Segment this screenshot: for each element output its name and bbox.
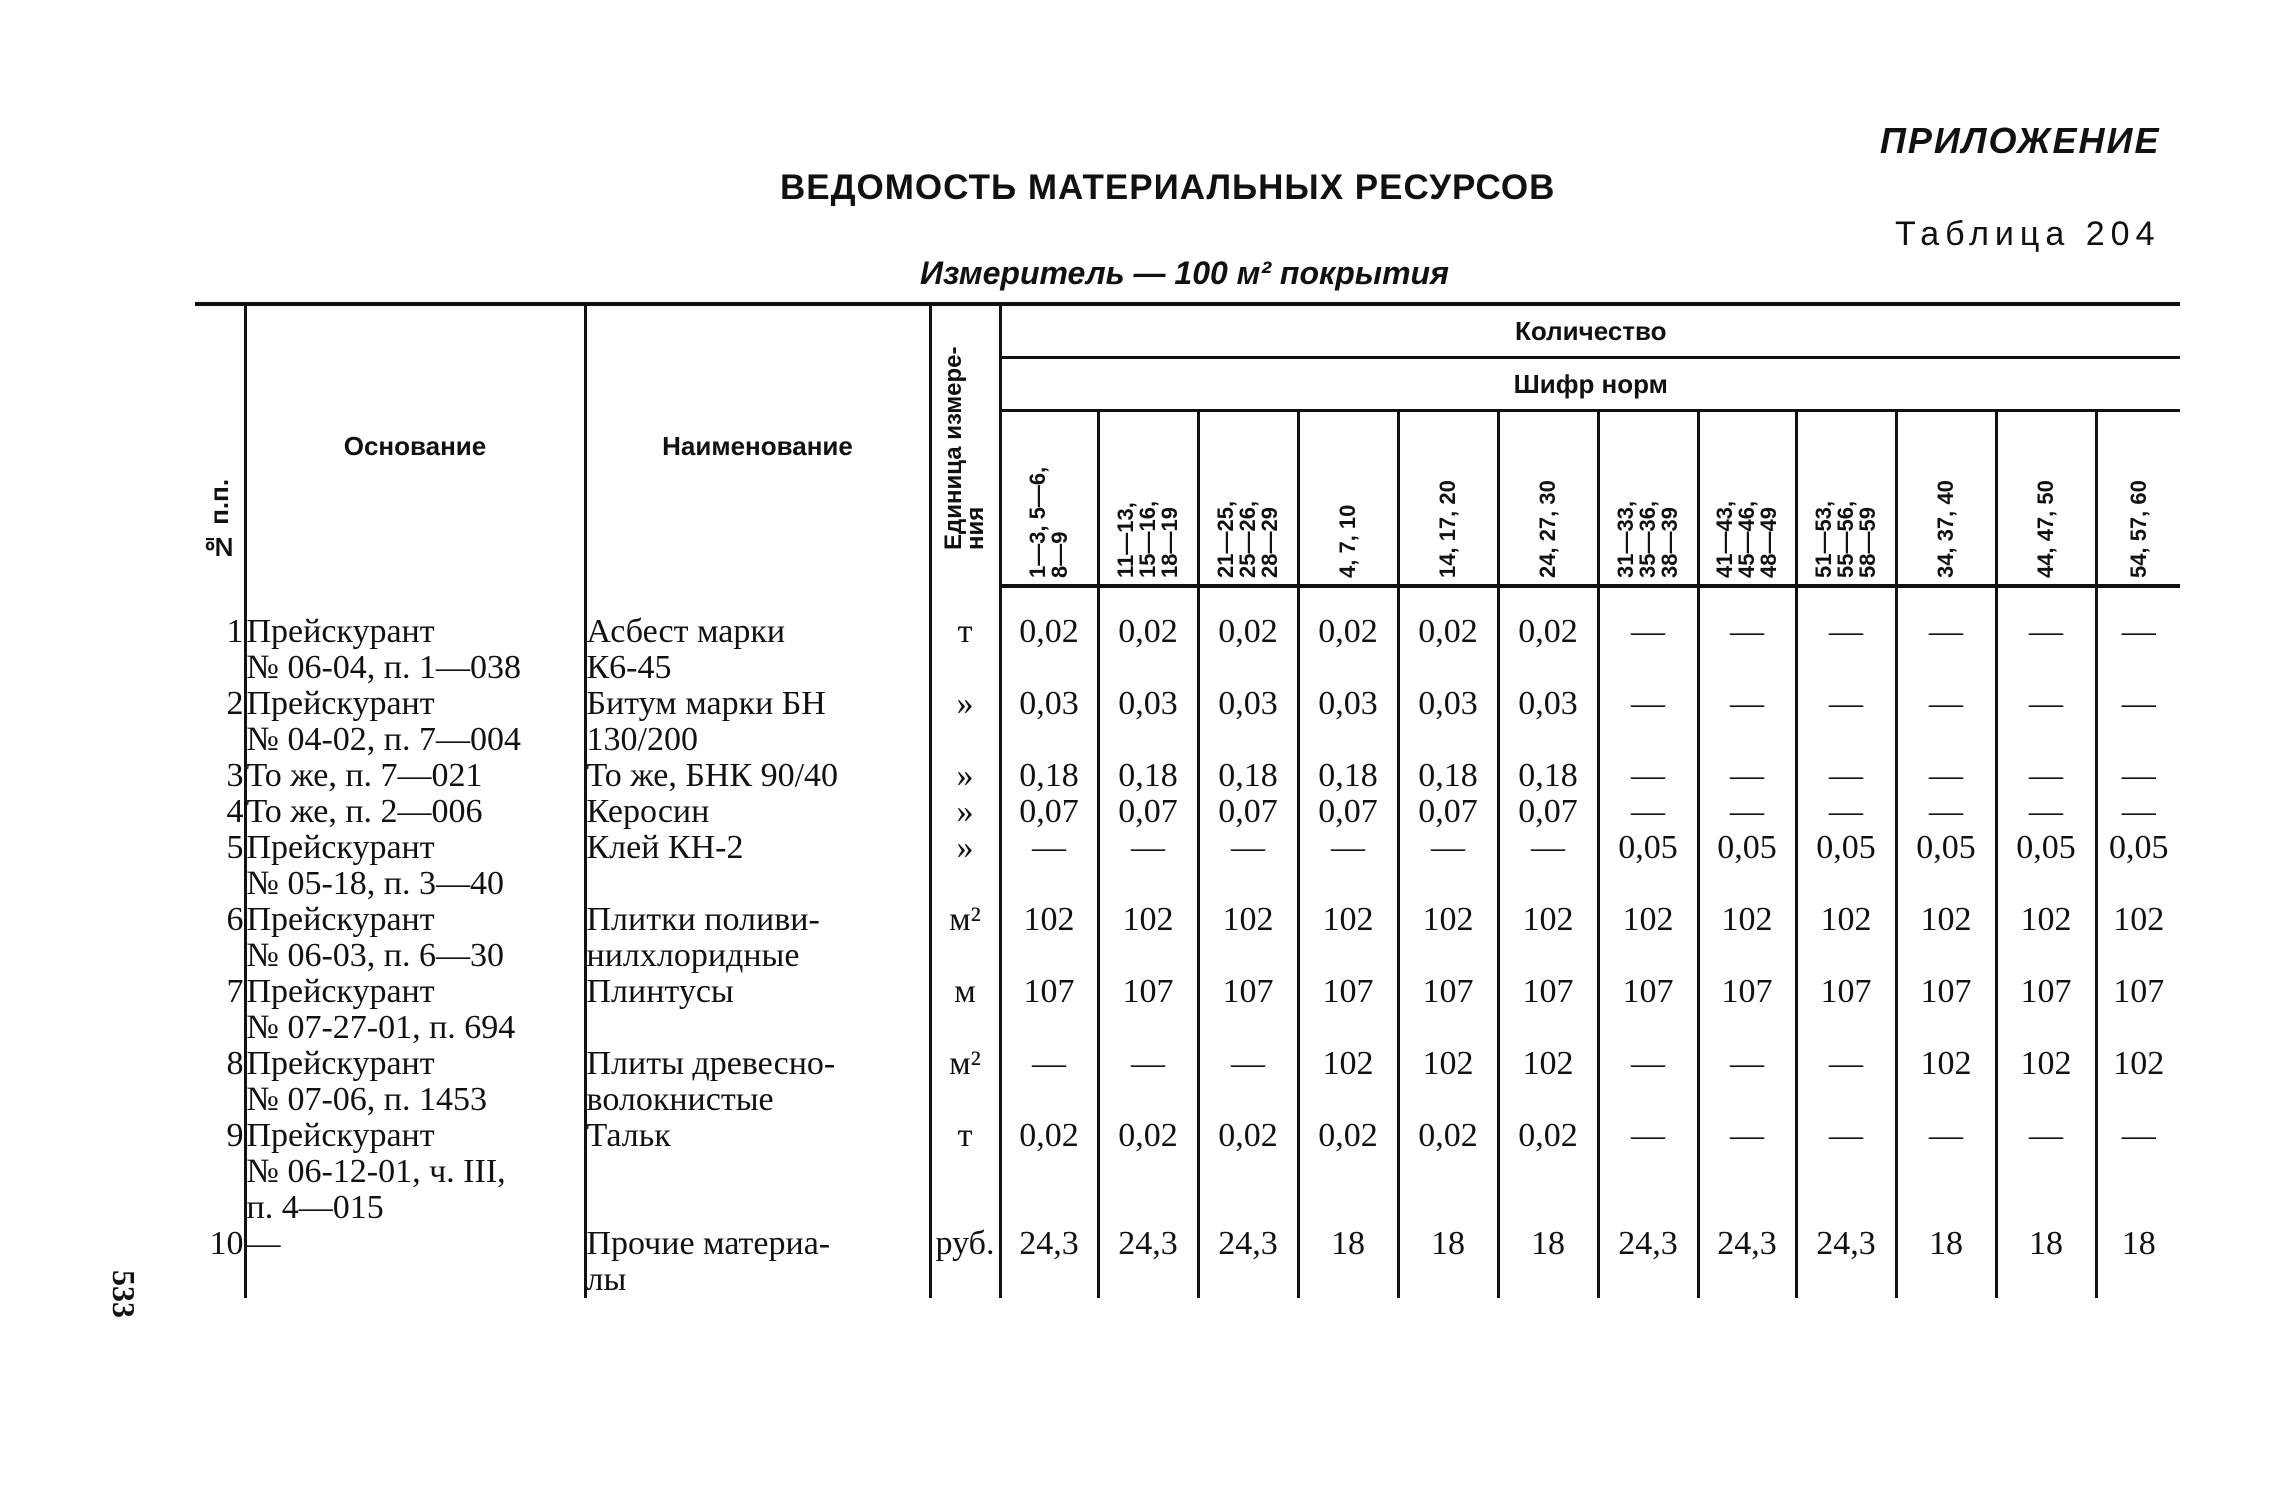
row-value: 102 <box>1498 902 1598 974</box>
row-name: Клей КН-2 <box>585 830 930 902</box>
row-value: — <box>1996 1118 2096 1226</box>
row-value: 0,03 <box>1398 686 1498 758</box>
row-value: 0,18 <box>1298 758 1398 794</box>
document-title: ВЕДОМОСТЬ МАТЕРИАЛЬНЫХ РЕСУРСОВ <box>780 168 1556 207</box>
row-value: — <box>1896 1118 1996 1226</box>
header-quantity: Количество <box>1000 304 2180 358</box>
row-name: Битум марки БН 130/200 <box>585 686 930 758</box>
row-value: 107 <box>1098 974 1198 1046</box>
row-number: 1 <box>226 613 244 650</box>
row-basis: Прейскурант № 06-03, п. 6—30 <box>245 902 585 974</box>
row-value: — <box>1698 758 1796 794</box>
row-value: — <box>1796 686 1896 758</box>
row-value: 0,02 <box>1398 1118 1498 1226</box>
row-value: 0,18 <box>1398 758 1498 794</box>
row-value: 102 <box>1996 1046 2096 1118</box>
row-value: 0,02 <box>1000 614 1098 686</box>
row-value: 0,07 <box>1198 794 1298 830</box>
row-unit: » <box>930 794 1000 830</box>
row-basis: Прейскурант № 05-18, п. 3—40 <box>245 830 585 902</box>
row-value: 0,02 <box>1000 1118 1098 1226</box>
row-value: — <box>1796 614 1896 686</box>
row-value: — <box>1698 1046 1796 1118</box>
row-value: 18 <box>1398 1226 1498 1298</box>
row-value: 0,02 <box>1098 614 1198 686</box>
row-value: — <box>1000 830 1098 902</box>
measure-unit: Измеритель — 100 м² покрытия <box>920 255 1449 291</box>
row-value: — <box>1996 686 2096 758</box>
row-unit: м² <box>930 902 1000 974</box>
row-value: 0,02 <box>1098 1118 1198 1226</box>
row-value: 18 <box>1298 1226 1398 1298</box>
row-value: 18 <box>1896 1226 1996 1298</box>
row-value: — <box>1796 1046 1896 1118</box>
header-code-7: 31—33, 35—36, 38—39 <box>1598 411 1698 587</box>
row-value: — <box>2096 758 2180 794</box>
row-name: Плиты древесно- волокнистые <box>585 1046 930 1118</box>
table-row <box>195 1226 2180 1298</box>
row-value: — <box>1000 1046 1098 1118</box>
row-value: — <box>1896 614 1996 686</box>
row-value: 0,03 <box>1198 686 1298 758</box>
row-unit: » <box>930 830 1000 902</box>
row-value: 102 <box>1298 902 1398 974</box>
row-value: 0,07 <box>1298 794 1398 830</box>
row-value: 24,3 <box>1598 1226 1698 1298</box>
row-value: 102 <box>1598 902 1698 974</box>
row-basis: То же, п. 7—021 <box>245 758 585 794</box>
row-value: 24,3 <box>1198 1226 1298 1298</box>
row-value: 0,07 <box>1398 794 1498 830</box>
row-value: 0,03 <box>1000 686 1098 758</box>
row-value: 107 <box>1996 974 2096 1046</box>
row-value: — <box>1796 758 1896 794</box>
row-value: 102 <box>1498 1046 1598 1118</box>
row-value: — <box>2096 686 2180 758</box>
row-value: 0,03 <box>1098 686 1198 758</box>
header-code-2: 11—13, 15—16, 18—19 <box>1098 411 1198 587</box>
row-value: 0,02 <box>1298 614 1398 686</box>
row-value: 107 <box>1598 974 1698 1046</box>
row-name: Прочие материа- лы <box>585 1226 930 1298</box>
row-value: 24,3 <box>1796 1226 1896 1298</box>
row-value: 107 <box>2096 974 2180 1046</box>
row-basis: Прейскурант № 06-04, п. 1—038 <box>245 614 585 686</box>
row-value: 102 <box>2096 902 2180 974</box>
row-value: 102 <box>1000 902 1098 974</box>
row-value: — <box>1698 1118 1796 1226</box>
header-name: Наименование <box>585 304 930 586</box>
row-name: То же, БНК 90/40 <box>585 758 930 794</box>
table-row <box>195 1118 2180 1226</box>
row-value: — <box>1698 686 1796 758</box>
table-row <box>195 974 2180 1046</box>
row-number: 10 <box>209 1225 244 1262</box>
row-value: — <box>2096 794 2180 830</box>
header-code-12: 54, 57, 60 <box>2096 411 2180 587</box>
row-value: — <box>1198 1046 1298 1118</box>
row-value: 24,3 <box>1098 1226 1198 1298</box>
row-unit: » <box>930 758 1000 794</box>
row-value: 0,07 <box>1498 794 1598 830</box>
row-value: — <box>2096 614 2180 686</box>
row-value: — <box>1896 686 1996 758</box>
row-basis: Прейскурант № 06-12-01, ч. III, п. 4—015 <box>245 1118 585 1226</box>
row-value: 102 <box>1098 902 1198 974</box>
header-no: № п.п. <box>195 304 245 586</box>
row-number: 5 <box>226 829 244 866</box>
row-value: 0,05 <box>1996 830 2096 902</box>
header-code-1: 1—3, 5—6, 8—9 <box>1000 411 1098 587</box>
row-name: Плинтусы <box>585 974 930 1046</box>
row-value: — <box>1398 830 1498 902</box>
header-code-3: 21—25, 25—26, 28—29 <box>1198 411 1298 587</box>
row-number: 6 <box>226 901 244 938</box>
row-value: 0,05 <box>1796 830 1896 902</box>
table-row <box>195 830 2180 902</box>
row-value: — <box>1796 1118 1896 1226</box>
row-value: 107 <box>1298 974 1398 1046</box>
row-value: 0,02 <box>1198 614 1298 686</box>
row-value: 24,3 <box>1000 1226 1098 1298</box>
row-value: 18 <box>1996 1226 2096 1298</box>
row-value: — <box>1796 794 1896 830</box>
row-value: 102 <box>1698 902 1796 974</box>
row-value: 102 <box>2096 1046 2180 1118</box>
row-number: 7 <box>226 973 244 1010</box>
table-row <box>195 686 2180 758</box>
header-cipher: Шифр норм <box>1000 358 2180 411</box>
row-value: 0,05 <box>1598 830 1698 902</box>
row-value: — <box>2096 1118 2180 1226</box>
appendix-label: ПРИЛОЖЕНИЕ <box>1880 120 2161 161</box>
row-value: 0,03 <box>1298 686 1398 758</box>
row-value: 0,02 <box>1498 614 1598 686</box>
row-value: 0,02 <box>1298 1118 1398 1226</box>
row-value: 107 <box>1398 974 1498 1046</box>
row-value: — <box>1996 758 2096 794</box>
row-value: — <box>1098 830 1198 902</box>
row-value: 0,05 <box>1698 830 1796 902</box>
row-value: 0,18 <box>1498 758 1598 794</box>
row-unit: т <box>930 1118 1000 1226</box>
row-value: 0,02 <box>1198 1118 1298 1226</box>
row-value: — <box>1896 758 1996 794</box>
row-name: Керосин <box>585 794 930 830</box>
row-basis: То же, п. 2—006 <box>245 794 585 830</box>
resource-table <box>195 302 2180 1298</box>
row-value: 107 <box>1698 974 1796 1046</box>
table-row <box>195 1046 2180 1118</box>
table-row <box>195 902 2180 974</box>
row-number: 8 <box>226 1045 244 1082</box>
row-unit: т <box>930 614 1000 686</box>
row-basis: Прейскурант № 07-06, п. 1453 <box>245 1046 585 1118</box>
row-number: 9 <box>226 1117 244 1154</box>
table-number: Таблица 204 <box>1895 215 2161 253</box>
row-value: — <box>1598 758 1698 794</box>
row-value: — <box>1996 614 2096 686</box>
row-value: 0,02 <box>1498 1118 1598 1226</box>
row-value: 0,18 <box>1198 758 1298 794</box>
table-row <box>195 758 2180 794</box>
row-value: 0,07 <box>1000 794 1098 830</box>
row-value: 0,18 <box>1000 758 1098 794</box>
row-value: 0,18 <box>1098 758 1198 794</box>
page-number: 533 <box>106 1270 142 1318</box>
row-number: 3 <box>226 757 244 794</box>
row-unit: » <box>930 686 1000 758</box>
row-value: 107 <box>1198 974 1298 1046</box>
row-value: — <box>1598 614 1698 686</box>
row-basis: Прейскурант № 04-02, п. 7—004 <box>245 686 585 758</box>
row-unit: руб. <box>930 1226 1000 1298</box>
header-code-8: 41—43, 45—46, 48—49 <box>1698 411 1796 587</box>
row-value: — <box>1198 830 1298 902</box>
row-unit: м <box>930 974 1000 1046</box>
header-unit: Единица измере- ния <box>930 304 1000 586</box>
row-value: — <box>1996 794 2096 830</box>
row-value: 102 <box>1896 902 1996 974</box>
row-value: 102 <box>1996 902 2096 974</box>
row-value: — <box>1598 794 1698 830</box>
row-name: Плитки поливи- нилхлоридные <box>585 902 930 974</box>
row-value: 107 <box>1498 974 1598 1046</box>
row-value: — <box>1598 686 1698 758</box>
row-value: 102 <box>1398 902 1498 974</box>
row-value: — <box>1698 614 1796 686</box>
row-value: — <box>1598 1118 1698 1226</box>
table-row <box>195 794 2180 830</box>
row-value: 107 <box>1796 974 1896 1046</box>
row-value: 102 <box>1796 902 1896 974</box>
header-code-11: 44, 47, 50 <box>1996 411 2096 587</box>
row-value: 0,05 <box>1896 830 1996 902</box>
row-value: 18 <box>1498 1226 1598 1298</box>
header-code-10: 34, 37, 40 <box>1896 411 1996 587</box>
row-unit: м² <box>930 1046 1000 1118</box>
header-basis: Основание <box>245 304 585 586</box>
row-value: 24,3 <box>1698 1226 1796 1298</box>
header-code-9: 51—53, 55—56, 58—59 <box>1796 411 1896 587</box>
row-value: — <box>1098 1046 1198 1118</box>
row-name: Асбест марки К6-45 <box>585 614 930 686</box>
row-value: — <box>1698 794 1796 830</box>
row-value: 0,05 <box>2096 830 2180 902</box>
row-basis: — <box>245 1226 585 1298</box>
row-value: 0,07 <box>1098 794 1198 830</box>
row-name: Тальк <box>585 1118 930 1226</box>
table-row <box>195 614 2180 686</box>
row-value: 18 <box>2096 1226 2180 1298</box>
row-value: 102 <box>1896 1046 1996 1118</box>
row-value: 0,03 <box>1498 686 1598 758</box>
row-basis: Прейскурант № 07-27-01, п. 694 <box>245 974 585 1046</box>
row-value: — <box>1896 794 1996 830</box>
row-number: 2 <box>226 685 244 722</box>
row-value: — <box>1598 1046 1698 1118</box>
row-value: 0,02 <box>1398 614 1498 686</box>
header-code-4: 4, 7, 10 <box>1298 411 1398 587</box>
row-value: 102 <box>1398 1046 1498 1118</box>
row-number: 4 <box>226 793 244 830</box>
header-code-6: 24, 27, 30 <box>1498 411 1598 587</box>
row-value: 102 <box>1198 902 1298 974</box>
row-value: 102 <box>1298 1046 1398 1118</box>
header-code-5: 14, 17, 20 <box>1398 411 1498 587</box>
row-value: — <box>1498 830 1598 902</box>
row-value: 107 <box>1896 974 1996 1046</box>
row-value: 107 <box>1000 974 1098 1046</box>
row-value: — <box>1298 830 1398 902</box>
